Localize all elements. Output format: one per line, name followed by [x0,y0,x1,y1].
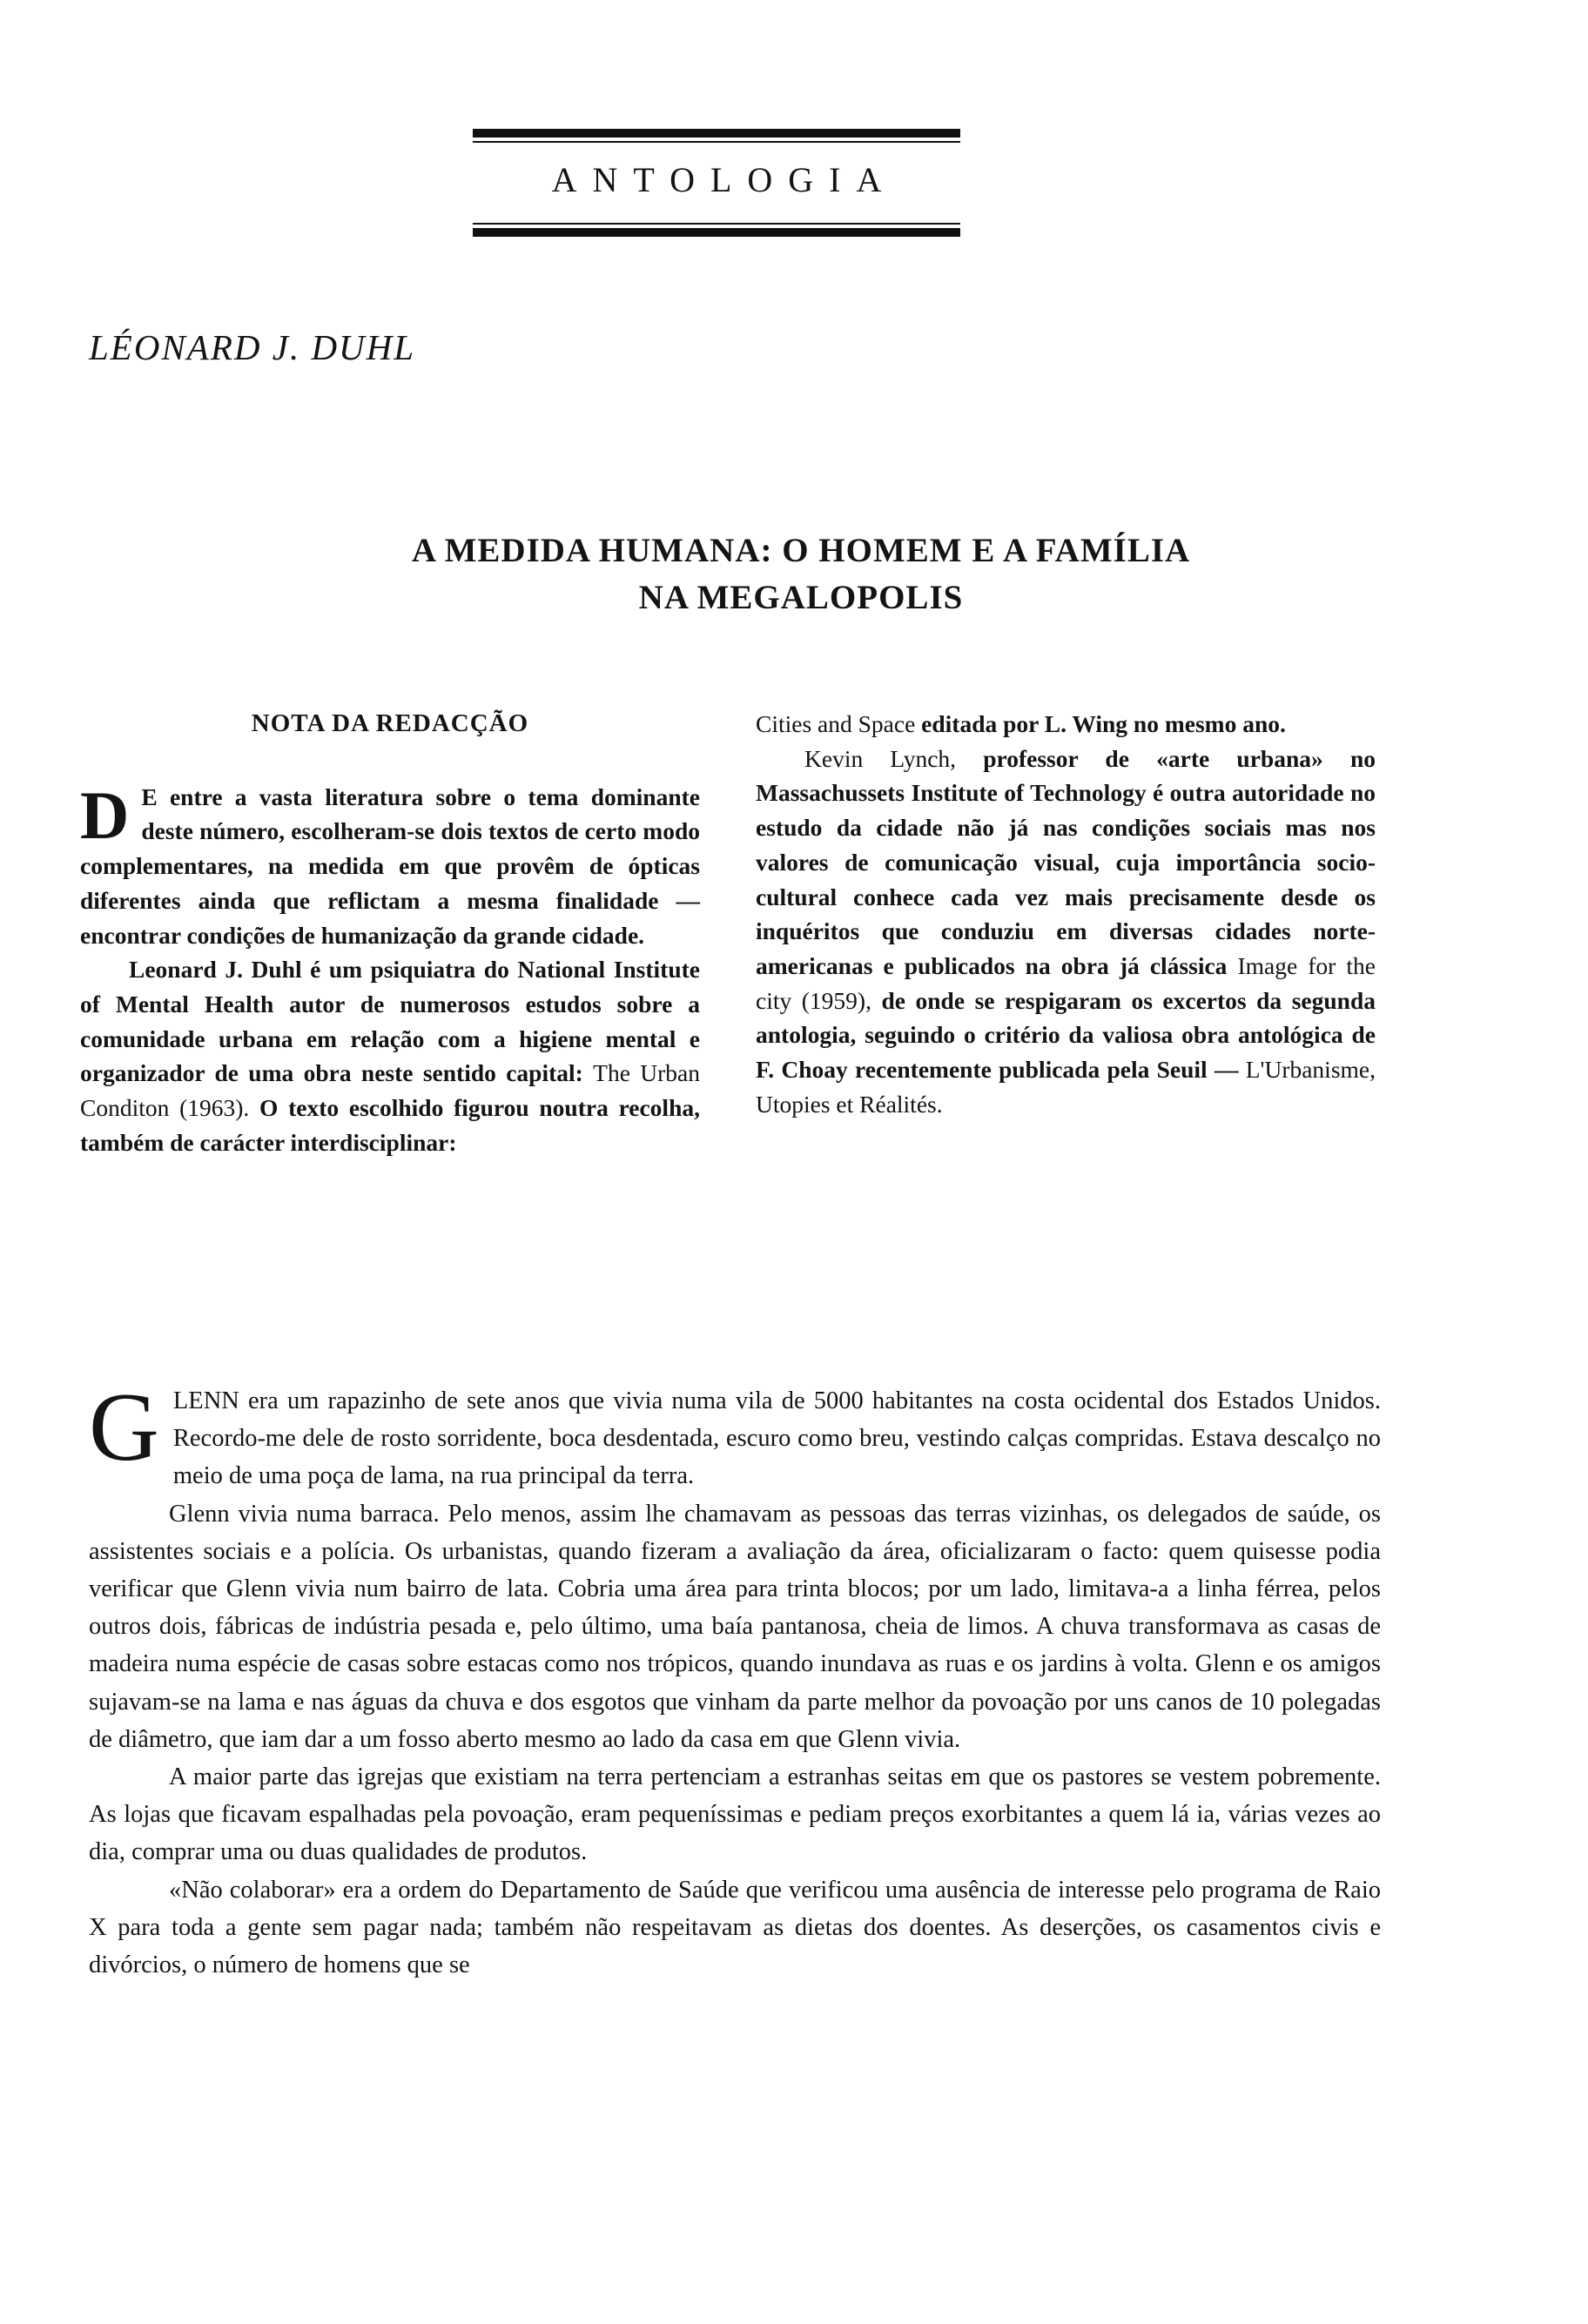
header-rule-top [473,129,960,138]
book-title: The Urban Conditon (1963). [80,1059,700,1122]
drop-cap: G [89,1374,159,1481]
article-title-line-2: NA MEGALOPOLIS [638,579,964,616]
editorial-note-paragraph [80,776,700,953]
editorial-note-paragraph [80,952,700,1159]
book-title: Cities and Space [756,710,916,737]
header-rule-thin-bottom [473,223,960,225]
header-rule-bottom [473,228,960,237]
article-title [174,527,1428,621]
section-heading: ANTOLOGIA [551,160,898,199]
paragraph-text: editada por L. Wing no mesmo ano. [915,710,1286,737]
author-name: LÉONARD J. DUHL [89,327,416,367]
paragraph-text: de onde se respigaram os excertos da segunda antologia, seguindo o critério da valiosa obra antológica de F. Choay recentemente publicada pela Seuil — [756,986,1376,1084]
editorial-note-heading: NOTA DA REDACÇÃO [251,709,529,737]
paragraph-text: LENN era um rapazinho de sete anos que vivia numa vila de 5000 habitantes na costa ocidental dos Estados Unidos. Recordo-me dele de rosto sorridente, boca desdentada, escuro como breu, vestindo calças compridas. Estava descalço no meio de uma poça de lama, na rua principal da terra. [172,1387,1381,1490]
paragraph-text: professor de «arte urbana» no Massachussets Institute of Technology é outra autoridade no estudo da cidade não já nas condições sociais mas nos valores de comunicação visual, cuja importância socio-cultural conhece cada vez mais precisamente desde os inquéritos que conduziu em diversas cidades norte-americanas e publicados na obra já clássica [756,744,1376,979]
header-rule-thin-top [473,141,960,143]
editorial-note-paragraph [756,742,1376,1122]
paragraph-text: O texto escolhido figurou noutra recolha, também de carácter interdisciplinar: [80,1094,700,1156]
editorial-note-paragraph-continued [756,707,1376,742]
body-paragraph: A maior parte das igrejas que existiam na terra pertenciam a estranhas seitas em que os pastores se vestem pobremente. As lojas que ficavam espalhadas pela povoação, eram pequeníssimas e pediam preços exorbitantes a quem lá ia, várias vezes ao dia, comprar uma ou duas qualidades de produtos. [89,1763,1381,1866]
paragraph-text: Leonard J. Duhl é um psiquiatra do National Institute of Mental Health autor de numerosos estudos sobre a comunidade urbana em relação com a higiene mental e organizador de uma obra neste sentido capital: [80,956,700,1087]
paragraph-text: E entre a vasta literatura sobre o tema dominante deste número, escolheram-se dois textos de certo modo complementares, na medida em que provêm de ópticas diferentes ainda que reflictam a mesma finalidade — encontrar condições de humanização da grande cidade. [80,783,700,949]
person-name: Kevin Lynch, [804,744,957,772]
body-paragraph: «Não colaborar» era a ordem do Departamento de Saúde que verificou uma ausência de interesse pelo programa de Raio X para toda a gente sem pagar nada; também não respeitavam as dietas dos doentes. As deserções, os casamentos civis e divórcios, o número de homens que se [89,1876,1381,1979]
editorial-note-right-column [756,707,1376,1121]
editorial-note-left-column [80,707,700,1159]
book-title: L'Urbanisme, Utopies et Réalités. [756,1056,1376,1118]
article-body [89,1374,1381,1984]
body-paragraph [89,1374,1381,1495]
drop-cap: D [80,776,130,853]
book-title: Image for the city (1959), [756,951,1376,1014]
body-paragraph: Glenn vivia numa barraca. Pelo menos, assim lhe chamavam as pessoas das terras vizinhas, os delegados de saúde, os assistentes sociais e a polícia. Os urbanistas, quando fizeram a avaliação da área, oficializaram o facto: quem quisesse podia verificar que Glenn vivia num bairro de lata. Cobria uma área para trinta blocos; por um lado, limitava-a a linha férrea, pelos outros dois, fábricas de indústria pesada e, pelo último, uma baía pantanosa, cheia de limos. A chuva transformava as casas de madeira numa espécie de casas sobre estacas como nos trópicos, quando inundava as ruas e os jardins à volta. Glenn e os amigos sujavam-se na lama e nas águas da chuva e dos esgotos que vinham da parte melhor da povoação por uns canos de 10 polegadas de diâmetro, que iam dar a um fosso aberto mesmo ao lado da casa em que Glenn vivia. [89,1500,1381,1753]
article-title-line-1: A MEDIDA HUMANA: O HOMEM E A FAMÍLIA [411,532,1191,569]
